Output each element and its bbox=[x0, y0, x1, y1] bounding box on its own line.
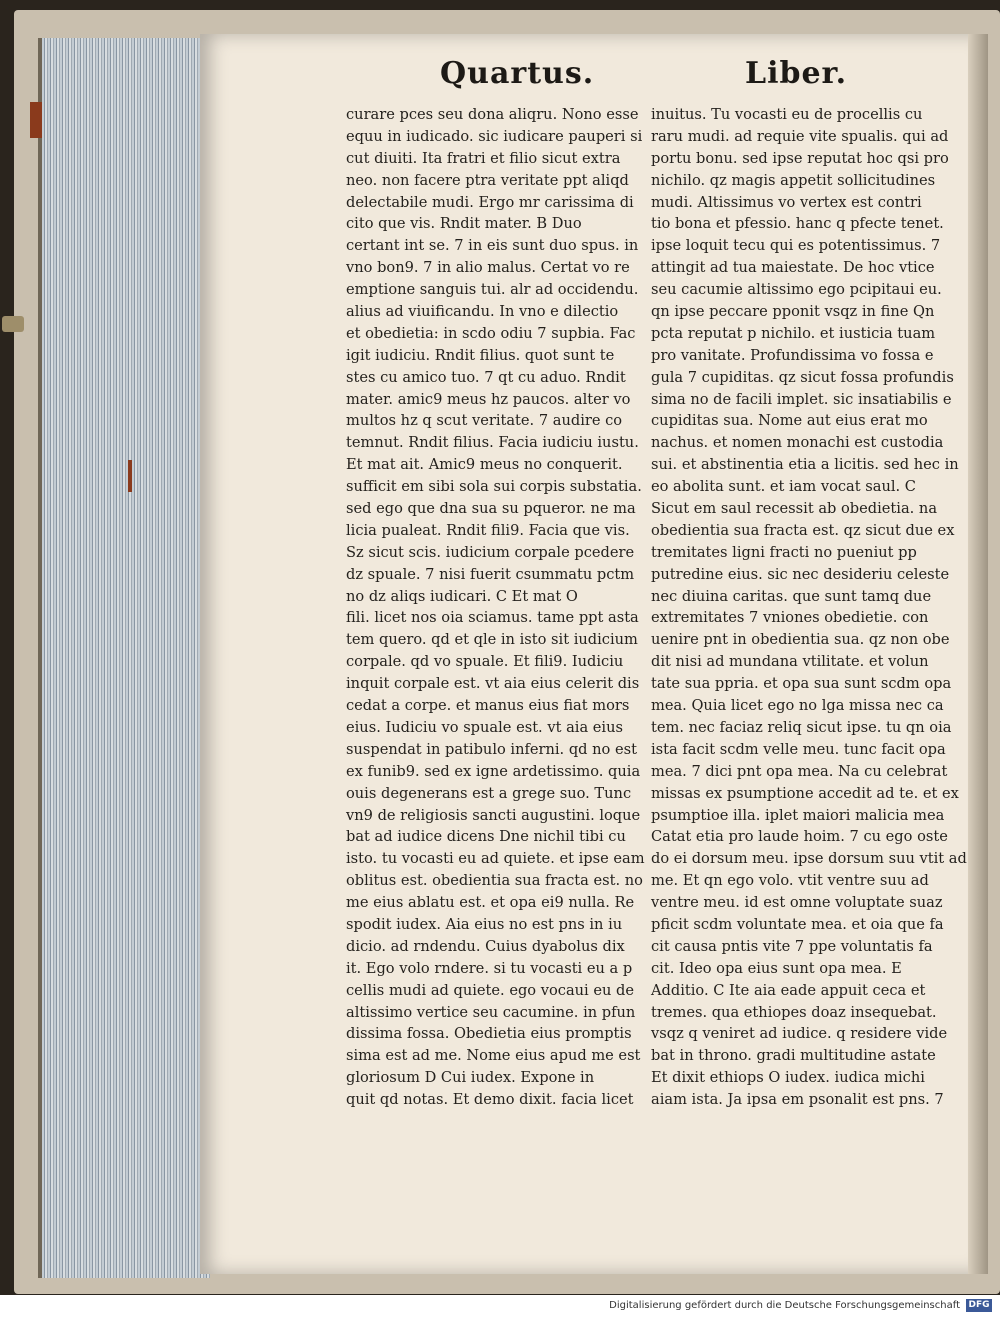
text-line: equu in iudicado. sic iudicare pauperi si bbox=[346, 127, 643, 145]
text-line: mea. 7 dici pnt opa mea. Na cu celebrat bbox=[651, 762, 948, 780]
text-line: dz spuale. 7 nisi fuerit csummatu pctm bbox=[346, 565, 635, 583]
running-head-right: Liber. bbox=[745, 56, 848, 91]
text-line: qn ipse peccare pponit vsqz in fine Qn bbox=[651, 303, 935, 321]
text-line: eius. Iudiciu vo spuale est. vt aia eius bbox=[346, 718, 623, 736]
page-edges bbox=[38, 38, 210, 1278]
text-line: bat ad iudice dicens Dne nichil tibi cu bbox=[346, 828, 626, 846]
text-line: tremitates ligni fracti no pueniut pp bbox=[651, 543, 917, 561]
text-line: quit qd notas. Et demo dixit. facia licet bbox=[346, 1091, 634, 1109]
text-line: pro vanitate. Profundissima vo fossa e bbox=[651, 346, 934, 364]
bookmark-tab bbox=[128, 460, 132, 492]
text-line: temnut. Rndit filius. Facia iudiciu iustu. bbox=[346, 434, 639, 452]
text-line: certant int se. 7 in eis sunt duo spus. in bbox=[346, 237, 639, 255]
text-line: raru mudi. ad requie vite spualis. qui ad bbox=[651, 127, 949, 145]
text-line: et obedietia: in scdo odiu 7 supbia. Fac bbox=[346, 324, 636, 342]
text-line: dit nisi ad mundana vtilitate. et volun bbox=[651, 653, 929, 671]
text-line: sima est ad me. Nome eius apud me est bbox=[346, 1047, 641, 1065]
text-line: tremes. qua ethiopes doaz insequebat. bbox=[651, 1003, 937, 1021]
text-line: sufficit em sibi sola sui corpis substatia. bbox=[346, 478, 642, 496]
text-line: extremitates 7 vniones obedietie. con bbox=[651, 609, 929, 627]
right-column bbox=[651, 104, 967, 1111]
text-line: uenire pnt in obedientia sua. qz non obe bbox=[651, 631, 950, 649]
bookmark-tab bbox=[30, 102, 42, 138]
text-line: do ei dorsum meu. ipse dorsum suu vtit ad bbox=[651, 850, 967, 868]
text-line: Catat etia pro laude hoim. 7 cu ego oste bbox=[651, 828, 948, 846]
text-line: mater. amic9 meus hz paucos. alter vo bbox=[346, 390, 631, 408]
credit-line: Digitalisierung gefördert durch die Deutsche Forschungsgemeinschaft bbox=[609, 1300, 960, 1311]
dfg-logo: DFG bbox=[966, 1299, 992, 1312]
text-line: Sicut em saul recessit ab obedietia. na bbox=[651, 500, 938, 518]
text-line: me eius ablatu est. et opa ei9 nulla. Re bbox=[346, 894, 635, 912]
text-line: ouis degenerans est a grege suo. Tunc bbox=[346, 784, 632, 802]
text-line: eo abolita sunt. et iam vocat saul. C bbox=[651, 478, 916, 496]
text-line: curare pces seu dona aliqru. Nono esse bbox=[346, 106, 639, 123]
text-line: dissima fossa. Obedietia eius promptis bbox=[346, 1025, 632, 1043]
text-line: oblitus est. obedientia sua fracta est. no bbox=[346, 872, 643, 890]
text-line: mudi. Altissimus vo vertex est contri bbox=[651, 193, 922, 211]
text-line: tate sua ppria. et opa sua sunt scdm opa bbox=[651, 675, 952, 693]
text-line: me. Et qn ego volo. vtit ventre suu ad bbox=[651, 872, 929, 890]
text-line: seu cacumie altissimo ego pcipitaui eu. bbox=[651, 281, 942, 299]
text-line: pficit scdm voluntate mea. et oia que fa bbox=[651, 915, 944, 933]
text-line: nachus. et nomen monachi est custodia bbox=[651, 434, 944, 452]
text-line: emptione sanguis tui. alr ad occidendu. bbox=[346, 281, 639, 299]
text-line: spodit iudex. Aia eius no est pns in iu bbox=[346, 915, 623, 933]
text-line: psumptioe illa. iplet maiori malicia mea bbox=[651, 806, 945, 824]
text-line: cit. Ideo opa eius sunt opa mea. E bbox=[651, 959, 902, 977]
text-line: bat in throno. gradi multitudine astate bbox=[651, 1047, 936, 1065]
text-line: sima no de facili implet. sic insatiabilis e bbox=[651, 390, 952, 408]
text-line: cito que vis. Rndit mater. B Duo bbox=[346, 215, 582, 233]
text-line: licia pualeat. Rndit fili9. Facia que vis. bbox=[346, 521, 630, 539]
text-line: ista facit scdm velle meu. tunc facit opa bbox=[651, 740, 946, 758]
text-line: attingit ad tua maiestate. De hoc vtice bbox=[651, 259, 935, 277]
text-line: Sz sicut scis. iudicium corpale pcedere bbox=[346, 543, 635, 561]
text-line: fili. licet nos oia sciamus. tame ppt asta bbox=[346, 609, 639, 627]
text-line: ventre meu. id est omne voluptate suaz bbox=[651, 894, 943, 912]
text-line: gula 7 cupiditas. qz sicut fossa profundis bbox=[651, 368, 954, 386]
text-line: isto. tu vocasti eu ad quiete. et ipse eam bbox=[346, 850, 645, 868]
text-line: sed ego que dna sua su pqueror. ne ma bbox=[346, 500, 636, 518]
text-line: vno bon9. 7 in alio malus. Certat vo re bbox=[346, 259, 630, 277]
text-line: Additio. C Ite aia eade appuit ceca et bbox=[651, 981, 926, 999]
text-line: portu bonu. sed ipse reputat hoc qsi pro bbox=[651, 149, 949, 167]
text-line: it. Ego volo rndere. si tu vocasti eu a p bbox=[346, 959, 633, 977]
text-line: ipse loquit tecu qui es potentissimus. 7 bbox=[651, 237, 941, 255]
left-column bbox=[346, 104, 645, 1111]
text-line: mea. Quia licet ego no lga missa nec ca bbox=[651, 697, 944, 715]
text-line: inuitus. Tu vocasti eu de procellis cu bbox=[651, 106, 923, 123]
text-line: cellis mudi ad quiete. ego vocaui eu de bbox=[346, 981, 634, 999]
text-line: tio bona et pfessio. hanc q pfecte tenet. bbox=[651, 215, 944, 233]
text-line: sui. et abstinentia etia a licitis. sed hec in bbox=[651, 456, 959, 474]
text-line: inquit corpale est. vt aia eius celerit dis bbox=[346, 675, 640, 693]
page-gutter bbox=[968, 34, 988, 1274]
text-line: altissimo vertice seu cacumine. in pfun bbox=[346, 1003, 636, 1021]
text-line: cut diuiti. Ita fratri et filio sicut extra bbox=[346, 149, 621, 167]
text-line: nec diuina caritas. que sunt tamq due bbox=[651, 587, 932, 605]
text-line: nichilo. qz magis appetit sollicitudines bbox=[651, 171, 936, 189]
text-line: gloriosum D Cui iudex. Expone in bbox=[346, 1069, 595, 1087]
text-line: Et dixit ethiops O iudex. iudica michi bbox=[651, 1069, 925, 1087]
text-line: aiam ista. Ja ipsa em psonalit est pns. 7 bbox=[651, 1091, 944, 1109]
text-line: tem. nec faciaz reliq sicut ipse. tu qn oia bbox=[651, 718, 952, 736]
text-line: multos hz q scut veritate. 7 audire co bbox=[346, 412, 623, 430]
text-line: pcta reputat p nichilo. et iusticia tuam bbox=[651, 324, 936, 342]
text-line: stes cu amico tuo. 7 qt cu aduo. Rndit bbox=[346, 368, 626, 386]
text-line: alius ad viuificandu. In vno e dilectio bbox=[346, 303, 619, 321]
running-head-left: Quartus. bbox=[440, 56, 595, 91]
text-line: no dz aliqs iudicari. C Et mat O bbox=[346, 587, 578, 605]
text-line: delectabile mudi. Ergo mr carissima di bbox=[346, 193, 634, 211]
text-line: missas ex psumptione accedit ad te. et ex bbox=[651, 784, 959, 802]
text-line: vsqz q veniret ad iudice. q residere vide bbox=[651, 1025, 948, 1043]
book-clasp bbox=[2, 316, 24, 332]
text-line: tem quero. qd et qle in isto sit iudicium bbox=[346, 631, 638, 649]
text-line: putredine eius. sic nec desideriu celeste bbox=[651, 565, 950, 583]
text-line: cedat a corpe. et manus eius fiat mors bbox=[346, 697, 630, 715]
text-line: vn9 de religiosis sancti augustini. loque bbox=[346, 806, 641, 824]
text-line: neo. non facere ptra veritate ppt aliqd bbox=[346, 171, 629, 189]
text-line: corpale. qd vo spuale. Et fili9. Iudiciu bbox=[346, 653, 624, 671]
text-line: igit iudiciu. Rndit filius. quot sunt te bbox=[346, 346, 615, 364]
text-line: cupiditas sua. Nome aut eius erat mo bbox=[651, 412, 928, 430]
text-line: obedientia sua fracta est. qz sicut due ex bbox=[651, 521, 955, 539]
text-line: cit causa pntis vite 7 ppe voluntatis fa bbox=[651, 937, 933, 955]
text-line: suspendat in patibulo inferni. qd no est bbox=[346, 740, 637, 758]
text-line: dicio. ad rndendu. Cuius dyabolus dix bbox=[346, 937, 625, 955]
text-line: ex funib9. sed ex igne ardetissimo. quia bbox=[346, 762, 641, 780]
text-line: Et mat ait. Amic9 meus no conquerit. bbox=[346, 456, 623, 474]
